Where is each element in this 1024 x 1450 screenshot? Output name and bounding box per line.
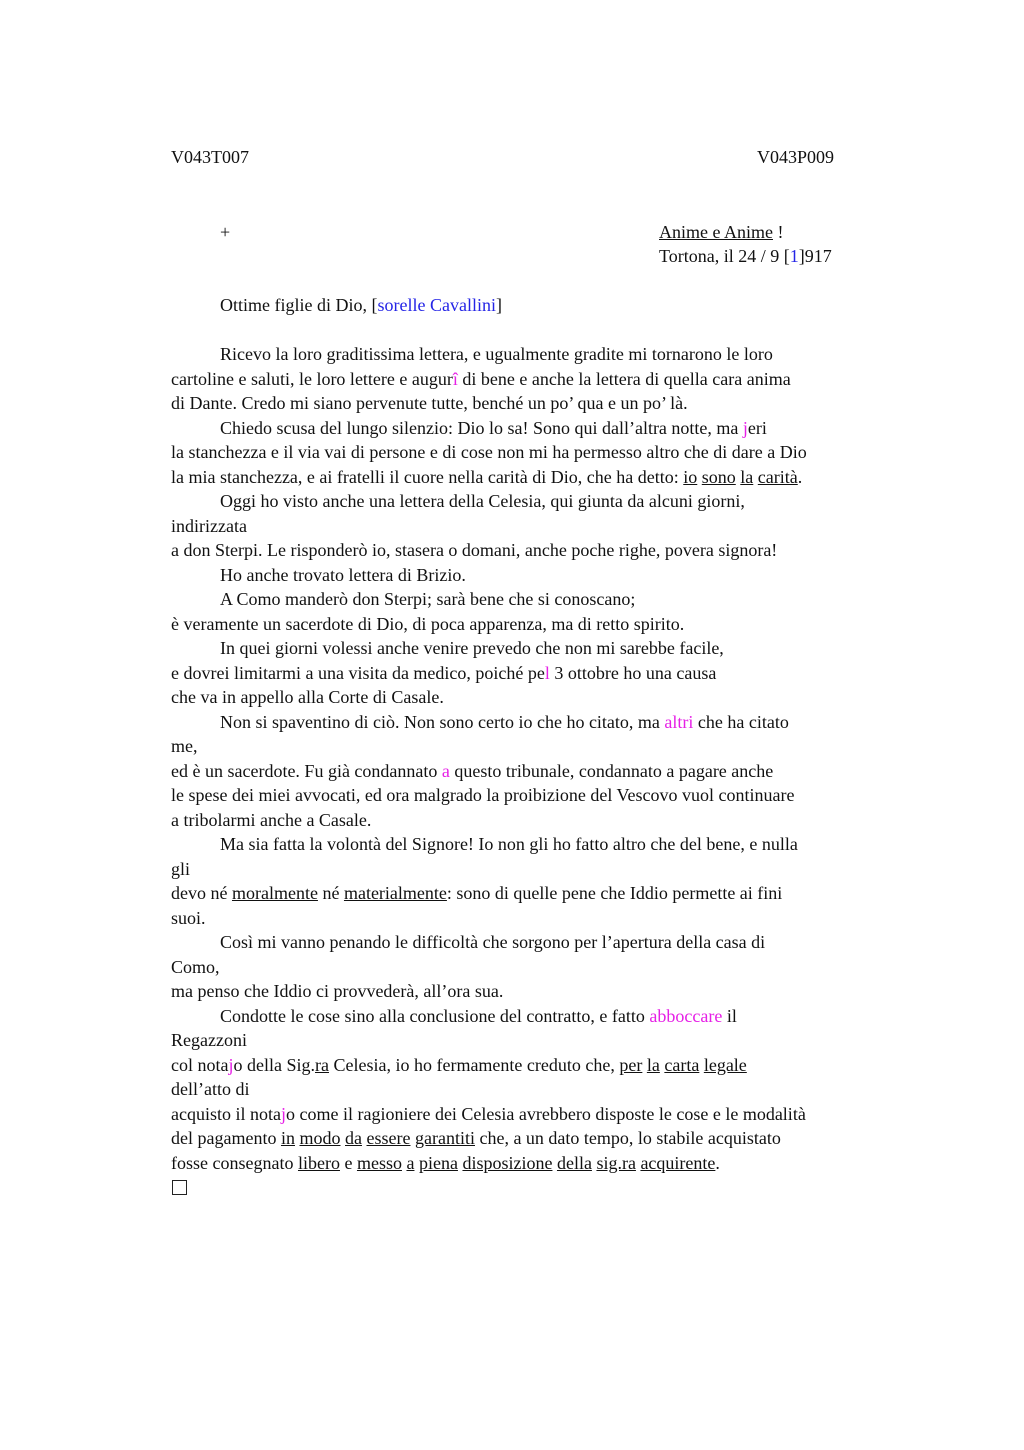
text-span-underlined: garantiti [414, 1128, 475, 1148]
text-line: a don Sterpi. Le risponderò io, stasera o domani, anche poche righe, povera signora! [171, 540, 778, 560]
text-span-magenta: j [742, 417, 748, 438]
text-line: gli [171, 858, 191, 879]
letter-body [171, 342, 911, 1200]
salutation-text: Ottime figlie di Dio, [ [220, 295, 378, 315]
text-span-magenta: l [544, 662, 550, 683]
text-line: In quei giorni volessi anche venire prevedo che non mi sarebbe facile, [220, 638, 724, 658]
text-line [171, 1102, 911, 1127]
text-span: Celesia, io ho fermamente creduto che, [328, 1054, 620, 1075]
text-span-underlined: acquirente [640, 1152, 716, 1173]
salutation-close: ] [495, 295, 502, 315]
text-line: suoi. [171, 907, 206, 928]
text-span: . [715, 1152, 720, 1173]
text-span-underlined: materialmente [343, 883, 447, 903]
text-span: del pagamento [171, 1128, 281, 1148]
text-line: Oggi ho visto anche una lettera della Celesia, qui giunta da alcuni giorni, [220, 491, 745, 511]
text-span-underlined: sono [701, 466, 736, 487]
text-span-magenta: j [280, 1103, 286, 1124]
dateline-suffix: ]917 [798, 246, 832, 266]
text-span-underlined: ra [315, 1054, 329, 1075]
text-line [171, 367, 911, 392]
end-of-page-box-icon [172, 1180, 187, 1195]
text-line: le spese dei miei avvocati, ed ora malgrado la proibizione del Vescovo vuol continuare [171, 785, 795, 805]
text-line: indirizzata [171, 515, 247, 536]
text-span-underlined: della [556, 1152, 592, 1173]
salutation-name: sorelle Cavallini [377, 295, 496, 315]
text-span: : sono di quelle pene che Iddio permette ai fini [446, 883, 783, 903]
text-line [171, 1004, 911, 1029]
text-span: né [317, 883, 344, 903]
text-line: a tribolarmi anche a Casale. [171, 809, 372, 830]
text-span: e [339, 1152, 357, 1173]
dateline-prefix: Tortona, il 24 / 9 [ [659, 246, 790, 266]
text-span: il [722, 1005, 737, 1026]
text-span-magenta: î [452, 368, 458, 389]
text-line: Como, [171, 956, 220, 977]
text-span: acquisto il nota [171, 1103, 281, 1124]
dateline-insert: 1 [789, 246, 799, 266]
text-line: dell’atto di [171, 1079, 250, 1099]
text-span-underlined: la [740, 466, 754, 487]
text-span: o come il ragioniere dei Celesia avrebbero disposte le cose e le modalità [286, 1103, 806, 1124]
text-line: che va in appello alla Corte di Casale. [171, 687, 444, 707]
salutation [220, 293, 502, 318]
text-line [171, 661, 911, 686]
text-span-magenta: j [228, 1054, 234, 1075]
text-span-underlined: da [345, 1128, 362, 1148]
text-span-underlined: legale [703, 1054, 747, 1075]
text-span: col nota [171, 1054, 229, 1075]
text-line: Regazzoni [171, 1030, 247, 1050]
text-line: è veramente un sacerdote di Dio, di poca apparenza, ma di retto spirito. [171, 613, 685, 634]
text-span-underlined: in [280, 1128, 295, 1148]
text-span-underlined: messo [356, 1152, 402, 1173]
cross-symbol: + [220, 222, 231, 242]
text-line: Ho anche trovato lettera di Brizio. [220, 564, 466, 585]
text-line [171, 1175, 911, 1200]
text-line: Così mi vanno penando le difficoltà che sorgono per l’apertura della casa di [220, 932, 766, 952]
text-span: ed è un sacerdote. Fu già condannato [171, 760, 442, 781]
text-span-underlined: sig.ra [596, 1152, 636, 1173]
text-span-magenta: abboccare [649, 1005, 723, 1026]
text-span: questo tribunale, condannato a pagare anche [449, 760, 774, 781]
text-span: e dovrei limitarmi a una visita da medico, poiché pe [171, 662, 545, 683]
text-span: devo né [171, 883, 232, 903]
text-span: o della Sig. [233, 1054, 315, 1075]
text-line [171, 465, 911, 490]
text-span-magenta: a [441, 760, 450, 781]
text-span-underlined: essere [366, 1128, 411, 1148]
text-span: Condotte le cose sino alla conclusione del contratto, e fatto [220, 1005, 650, 1026]
letter-heading [659, 220, 783, 245]
text-line [171, 1053, 911, 1078]
text-span-underlined: per [619, 1054, 643, 1075]
text-line [171, 1151, 911, 1176]
text-span-magenta: altri [664, 711, 694, 732]
text-span-underlined: modo [299, 1128, 341, 1148]
text-span: eri [747, 417, 767, 438]
text-line [171, 881, 911, 906]
text-span: cartoline e saluti, le loro lettere e augur [171, 368, 453, 389]
heading-suffix: ! [772, 222, 784, 242]
text-line: la stanchezza e il via vai di persone e di cose non mi ha permesso altro che di dare a Dio [171, 442, 807, 462]
text-span: Chiedo scusa del lungo silenzio: Dio lo sa! Sono qui dall’altra notte, ma [220, 417, 743, 438]
heading-title: Anime e Anime [659, 222, 773, 242]
text-span: 3 ottobre ho una causa [549, 662, 717, 683]
text-span-underlined: piena [418, 1152, 458, 1173]
text-span: che, a un dato tempo, lo stabile acquistato [474, 1128, 781, 1148]
text-line: Ma sia fatta la volontà del Signore! Io non gli ho fatto altro che del bene, e nulla [220, 834, 798, 854]
text-span: di bene e anche la lettera di quella cara anima [457, 368, 791, 389]
text-span-underlined: libero [297, 1152, 340, 1173]
text-line [171, 416, 911, 441]
text-line: me, [171, 736, 198, 756]
text-span-underlined: io [683, 466, 698, 487]
document-code-right: V043P009 [757, 147, 835, 167]
text-line [171, 759, 911, 784]
text-span: fosse consegnato [171, 1152, 298, 1173]
dateline [659, 244, 832, 269]
text-line: ma penso che Iddio ci provvederà, all’ora sua. [171, 981, 504, 1001]
text-span: Non si spaventino di ciò. Non sono certo io che ho citato, ma [220, 711, 665, 732]
text-span-underlined: disposizione [462, 1152, 553, 1173]
text-span: . [797, 466, 803, 487]
text-span: che ha citato [693, 711, 789, 732]
text-span-underlined: moralmente [231, 883, 318, 903]
text-line: Ricevo la loro graditissima lettera, e ugualmente gradite mi tornarono le loro [220, 344, 773, 364]
text-span: la mia stanchezza, e ai fratelli il cuore nella carità di Dio, che ha detto: [171, 466, 684, 487]
text-span-underlined: carità [757, 466, 798, 487]
text-line: di Dante. Credo mi siano pervenute tutte, benché un po’ qua e un po’ là. [171, 393, 688, 413]
document-code-left: V043T007 [171, 147, 249, 167]
text-span-underlined: carta [664, 1054, 700, 1075]
text-span-underlined: la [646, 1054, 660, 1075]
text-line [171, 710, 911, 735]
text-line [171, 1126, 911, 1151]
text-line: A Como manderò don Sterpi; sarà bene che si conoscano; [220, 589, 636, 609]
text-span-underlined: a [406, 1152, 415, 1173]
